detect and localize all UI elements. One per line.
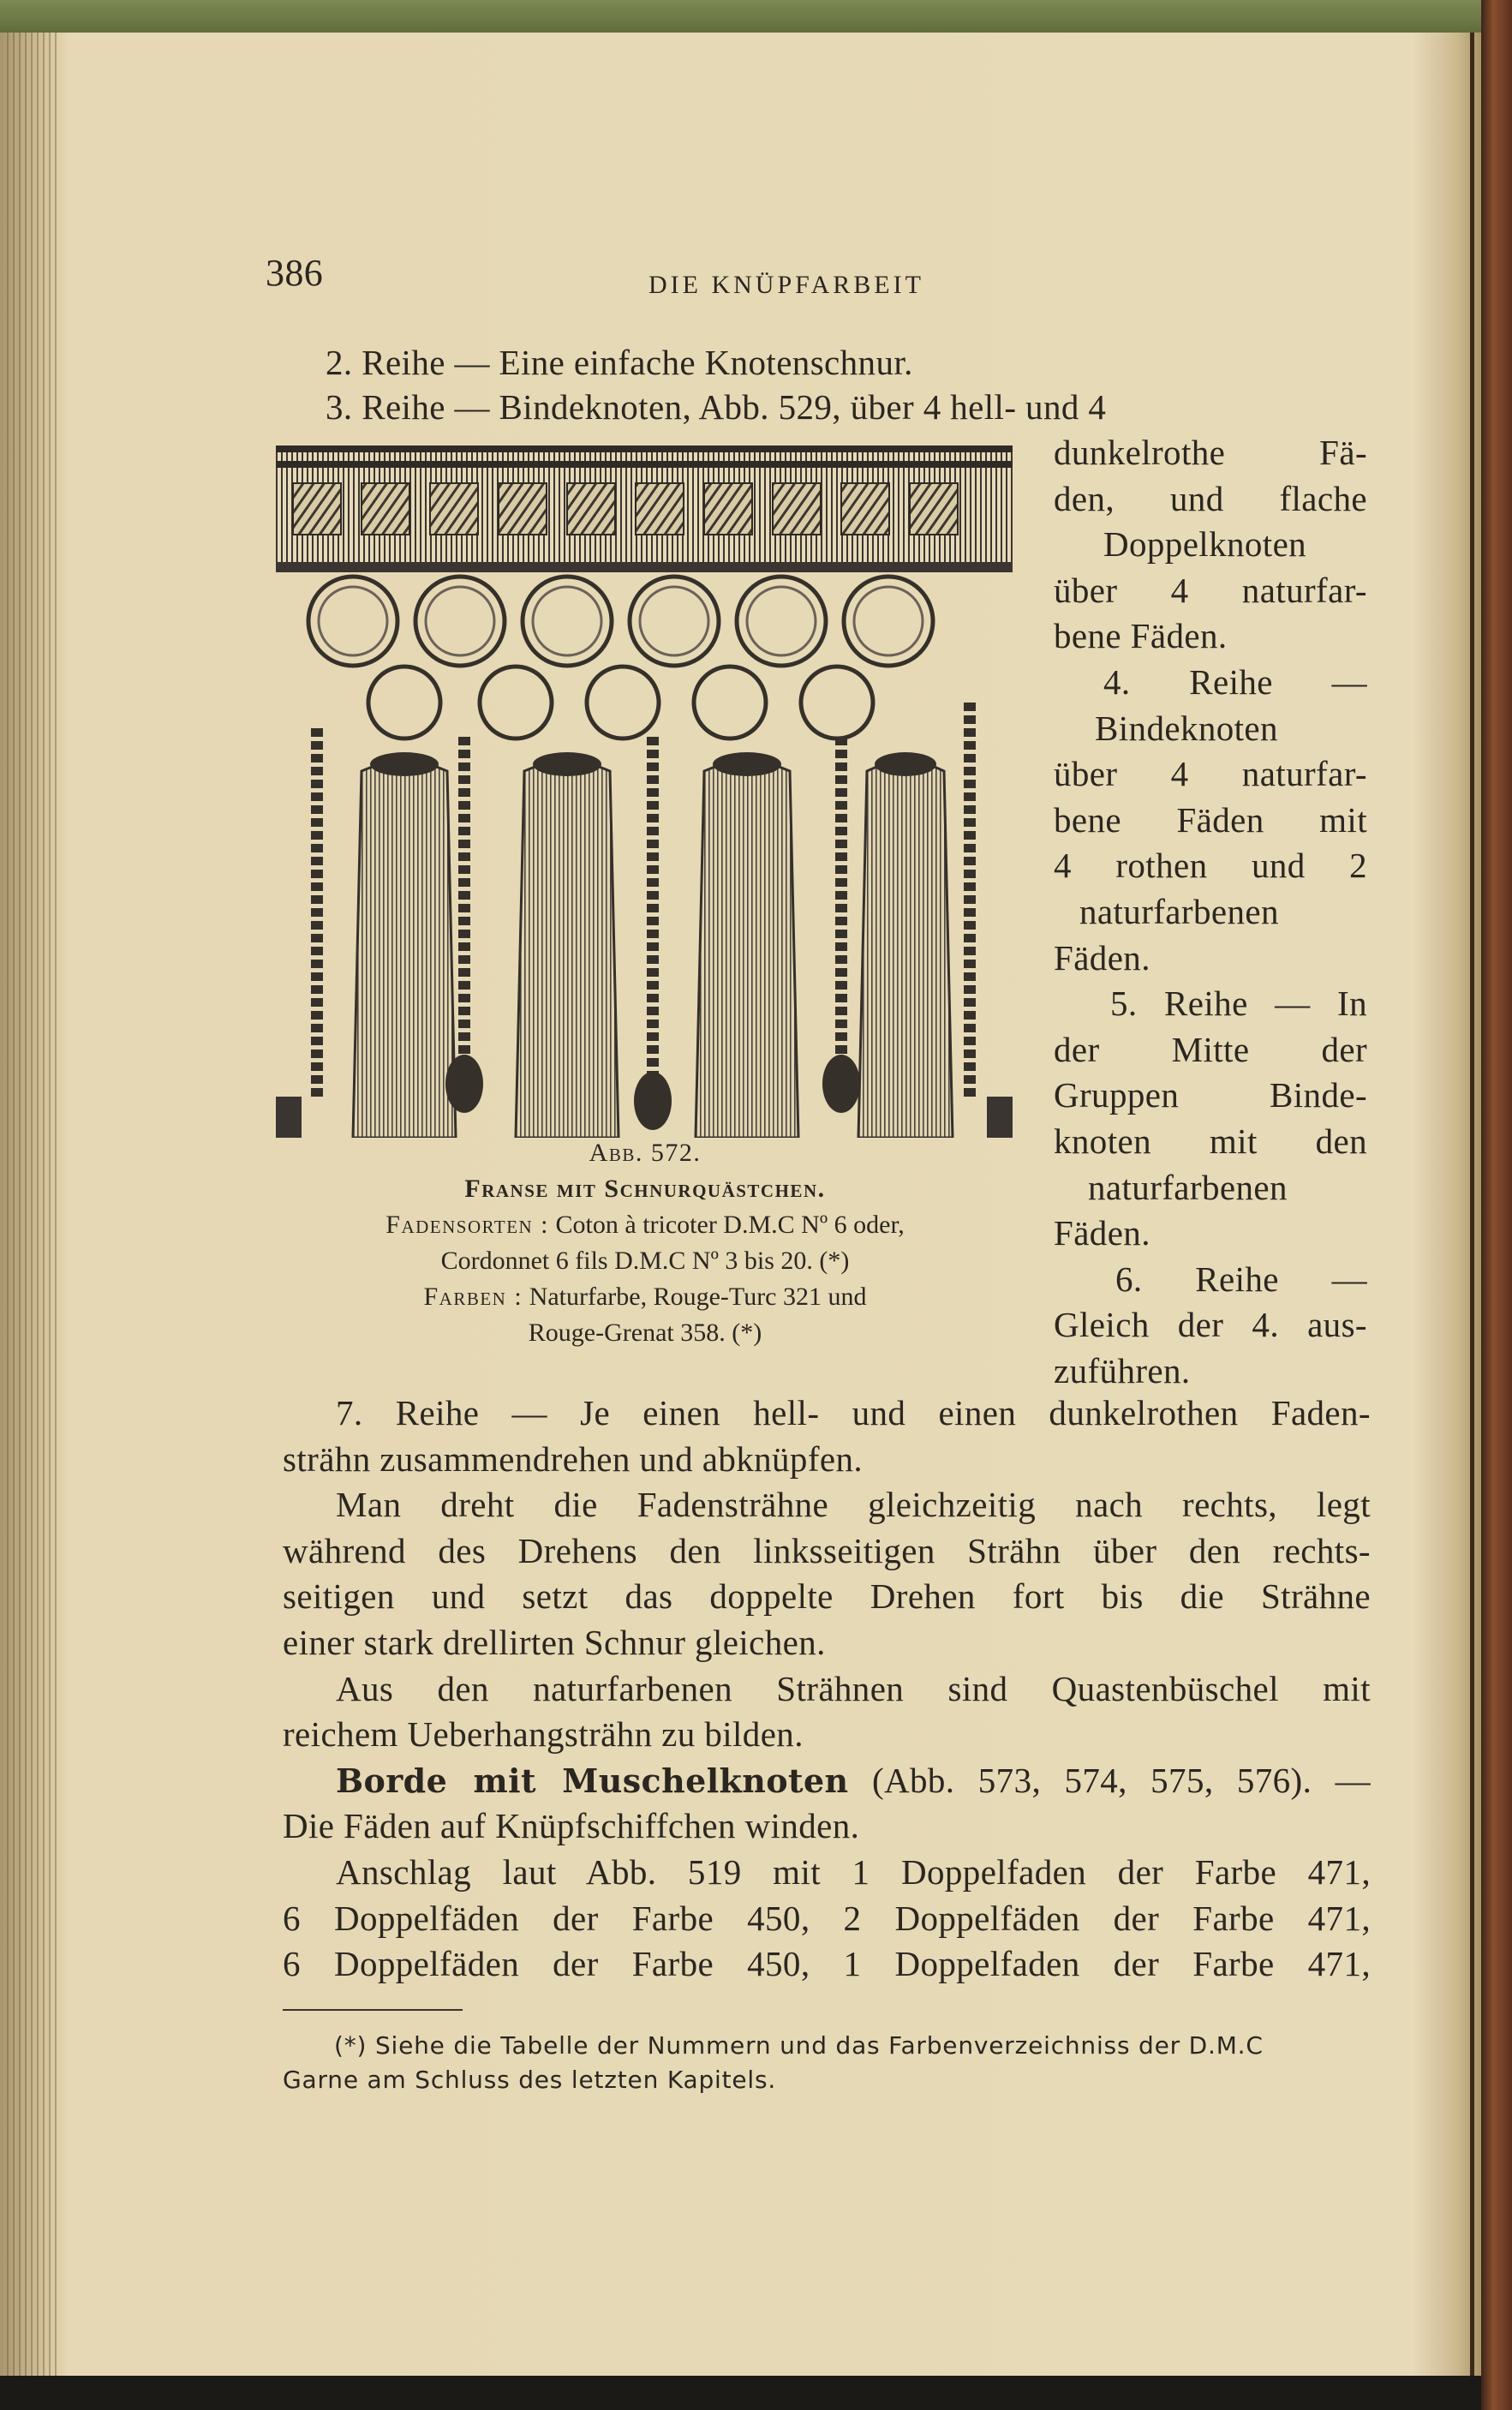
text-line: 6. Reihe — (1115, 1259, 1367, 1299)
threads-text: Coton à tricoter D.M.C Nº 6 oder, (555, 1211, 905, 1239)
figure-title: Franse mit Schnurquästchen. (464, 1175, 826, 1203)
figure-caption (272, 1135, 1018, 1351)
text-line: Doppelknoten (1103, 524, 1307, 565)
text-line: dunkelrothe Fä- (1054, 433, 1367, 472)
text-line: Gleich der 4. aus- (1054, 1305, 1367, 1345)
paragraph-reihe-3: 3. Reihe — Bindeknoten, Abb. 529, über 4 hell- und 4 (326, 387, 1107, 427)
text-line: über 4 naturfar- (1054, 570, 1367, 610)
text-line (283, 1758, 1371, 1804)
colors-text: Naturfarbe, Rouge-Turc 321 und (529, 1283, 867, 1311)
text-line: Die Fäden auf Knüpfschiffchen winden. (283, 1806, 860, 1846)
wrapped-text-column (1054, 430, 1367, 1394)
text-line: bene Fäden mit (1054, 799, 1367, 840)
figure-label: Abb. 572. (589, 1139, 702, 1167)
text-line: Man dreht die Fadensträhne gleichzeitig nach rechts, legt (336, 1485, 1371, 1525)
text-line: naturfarbenen (1079, 891, 1279, 931)
paragraph-reihe-2: 2. Reihe — Eine einfache Knotenschnur. (326, 343, 913, 382)
caption-threads-cont: Cordonnet 6 fils D.M.C Nº 3 bis 20. (*) (440, 1247, 850, 1275)
text-line: knoten mit den (1054, 1121, 1367, 1161)
text-line: naturfarbenen (1088, 1167, 1288, 1207)
scan-background-top (0, 0, 1512, 34)
text-line: 7. Reihe — Je einen hell- und einen dunkelrothen Faden- (336, 1393, 1371, 1432)
text-line: Fäden. (1054, 1213, 1150, 1253)
book-cover-edge (1481, 0, 1512, 2410)
colors-label: Farben : (423, 1283, 523, 1311)
footnote-line-1: (*) Siehe die Tabelle der Nummern und das Farbenverzeichniss der D.M.C (334, 2031, 1264, 2060)
text-line: während des Drehens den linksseitigen Strähn über den rechts- (283, 1530, 1371, 1570)
text-line: 4. Reihe — (1103, 661, 1367, 702)
footnote-rule (283, 2009, 463, 2011)
text-line: seitigen und setzt das doppelte Drehen fort bis die Strähne (283, 1576, 1371, 1617)
text-line: zuführen. (1054, 1350, 1191, 1390)
caption-threads (272, 1207, 1018, 1243)
text-line: 5. Reihe — In (1110, 984, 1367, 1024)
threads-label: Fadensorten : (385, 1211, 550, 1239)
text-line: einer stark drellirten Schnur gleichen. (283, 1622, 826, 1662)
text-line: reichem Ueberhangsträhn zu bilden. (283, 1714, 804, 1755)
text-line: den, und flache (1054, 478, 1367, 518)
running-title: DIE KNÜPFARBEIT (648, 271, 924, 299)
text-line: Aus den naturfarbenen Strähnen sind Quastenbüschel mit (336, 1668, 1371, 1708)
footnote-line-2: Garne am Schluss des letzten Kapitels. (283, 2066, 777, 2094)
macrame-fringe-illustration (276, 446, 1013, 1138)
text-line: bene Fäden. (1054, 616, 1228, 656)
page-gutter-right (1470, 33, 1474, 2376)
text-line: über 4 naturfar- (1054, 754, 1367, 794)
caption-colors-cont: Rouge-Grenat 358. (*) (528, 1319, 762, 1347)
text-line: 4 rothen und 2 (1054, 846, 1367, 886)
section-heading-ref: (Abb. 573, 574, 575, 576). — (871, 1760, 1371, 1800)
text-line: Fäden. (1054, 937, 1150, 978)
text-line: der Mitte der (1054, 1029, 1367, 1069)
page-number: 386 (266, 252, 324, 294)
text-line: Bindeknoten (1095, 708, 1278, 748)
text-line: Gruppen Binde- (1054, 1075, 1367, 1115)
text-line: Anschlag laut Abb. 519 mit 1 Doppelfaden der Farbe 471, (336, 1851, 1371, 1892)
text-line: 6 Doppelfäden der Farbe 450, 2 Doppelfäden der Farbe 471, (283, 1898, 1371, 1938)
text-line: 6 Doppelfäden der Farbe 450, 1 Doppelfaden der Farbe 471, (283, 1944, 1371, 1984)
body-text (283, 1390, 1371, 1988)
page-stack-edges (7, 33, 60, 2376)
section-heading-bold: Borde mit Muschelknoten (336, 1761, 849, 1800)
text-line: strähn zusammendrehen und abknüpfen. (283, 1438, 864, 1479)
caption-colors (272, 1279, 1018, 1315)
